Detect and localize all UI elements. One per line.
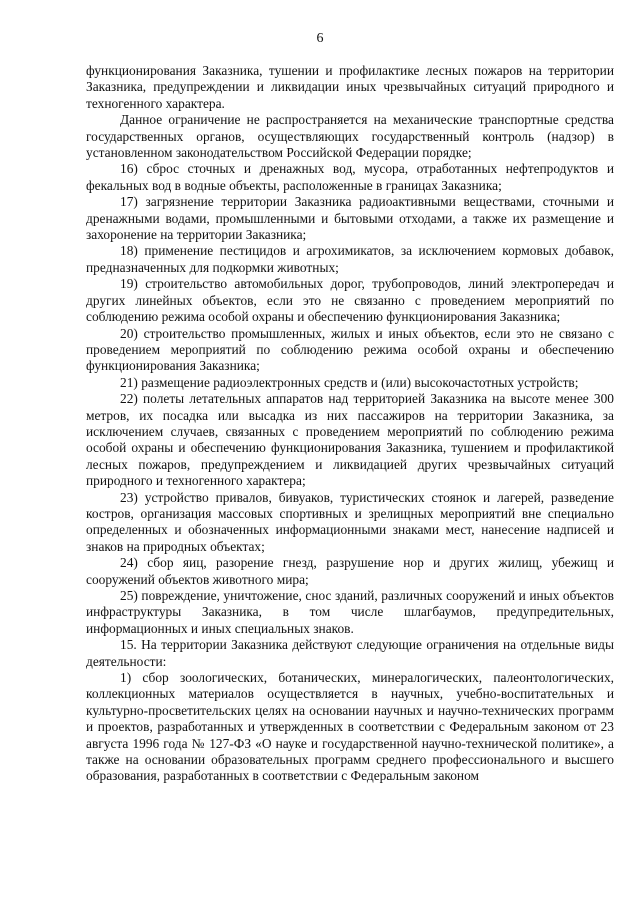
list-item-19: 19) строительство автомобильных дорог, трубопроводов, линий электропередач и других линейных объектов, если это не связанно с проведением мероприятий по соблюдению режима особой охраны и обеспечению функционирования Заказника; [86,276,614,325]
list-item-25: 25) повреждение, уничтожение, снос зданий, различных сооружений и иных объектов инфраструктуры Заказника, в том числе шлагбаумов, предупредительных, информационных и иных специальных знаков. [86,588,614,636]
section-15-item-1: 1) сбор зоологических, ботанических, минералогических, палеонтологических, коллекционных материалов осуществляется в научных, учебно-воспитательных и культурно-просветительских целях на основании научных и научно-технических программ и проектов, разработанных и утвержденных в соответствии с Федеральным законом от 23 августа 1996 года № 127-ФЗ «О науке и государственной научно-технической политике», а также на основании образовательных программ среднего профессионального и высшего образования, разработанных в соответствии с Федеральным законом [86,670,614,784]
list-item-23: 23) устройство привалов, бивуаков, туристических стоянок и лагерей, разведение костров, организация массовых спортивных и зрелищных мероприятий вне специально определенных и обозначенных информационными знаками мест, нанесение надписей и знаков на природных объектах; [86,489,614,554]
paragraph-continuation: функционирования Заказника, тушении и профилактике лесных пожаров на территории Заказника, предупреждении и ликвидации иных чрезвычайных ситуаций природного и техногенного характера. [86,63,614,111]
document-body [86,63,614,785]
paragraph-exception-note: Данное ограничение не распространяется на механические транспортные средства государственных органов, осуществляющих государственный контроль (надзор) в установленном законодательством Российской Федерации порядке; [86,112,614,161]
section-15-heading: 15. На территории Заказника действуют следующие ограничения на отдельные виды деятельности: [86,637,614,669]
list-item-24: 24) сбор яиц, разорение гнезд, разрушение нор и других жилищ, убежищ и сооружений объектов животного мира; [86,555,614,587]
page-number: 6 [316,31,324,46]
list-item-16: 16) сброс сточных и дренажных вод, мусора, отработанных нефтепродуктов и фекальных вод в водные объекты, расположенные в границах Заказника; [86,161,614,193]
list-item-17: 17) загрязнение территории Заказника радиоактивными веществами, сточными и дренажными водами, промышленными и бытовыми отходами, а также их размещение и захоронение на территории Заказника; [86,194,614,243]
list-item-21: 21) размещение радиоэлектронных средств и (или) высокочастотных устройств; [120,374,579,390]
list-item-20: 20) строительство промышленных, жилых и иных объектов, если это не связано с проведением мероприятий по соблюдению режима особой охраны и обеспечению функционирования Заказника; [86,325,614,374]
list-item-18: 18) применение пестицидов и агрохимикатов, за исключением кормовых добавок, предназначенных для подкормки животных; [86,243,614,275]
list-item-22: 22) полеты летательных аппаратов над территорией Заказника на высоте менее 300 метров, их посадка или высадка из них пассажиров на территории Заказника, за исключением случаев, связанных с проведением мероприятий по соблюдению режима особой охраны и обеспечению функционирования Заказника, тушением и профилактикой лесных пожаров, предупреждением и ликвидацией других чрезвычайных ситуаций природного и техногенного характера; [86,391,614,489]
